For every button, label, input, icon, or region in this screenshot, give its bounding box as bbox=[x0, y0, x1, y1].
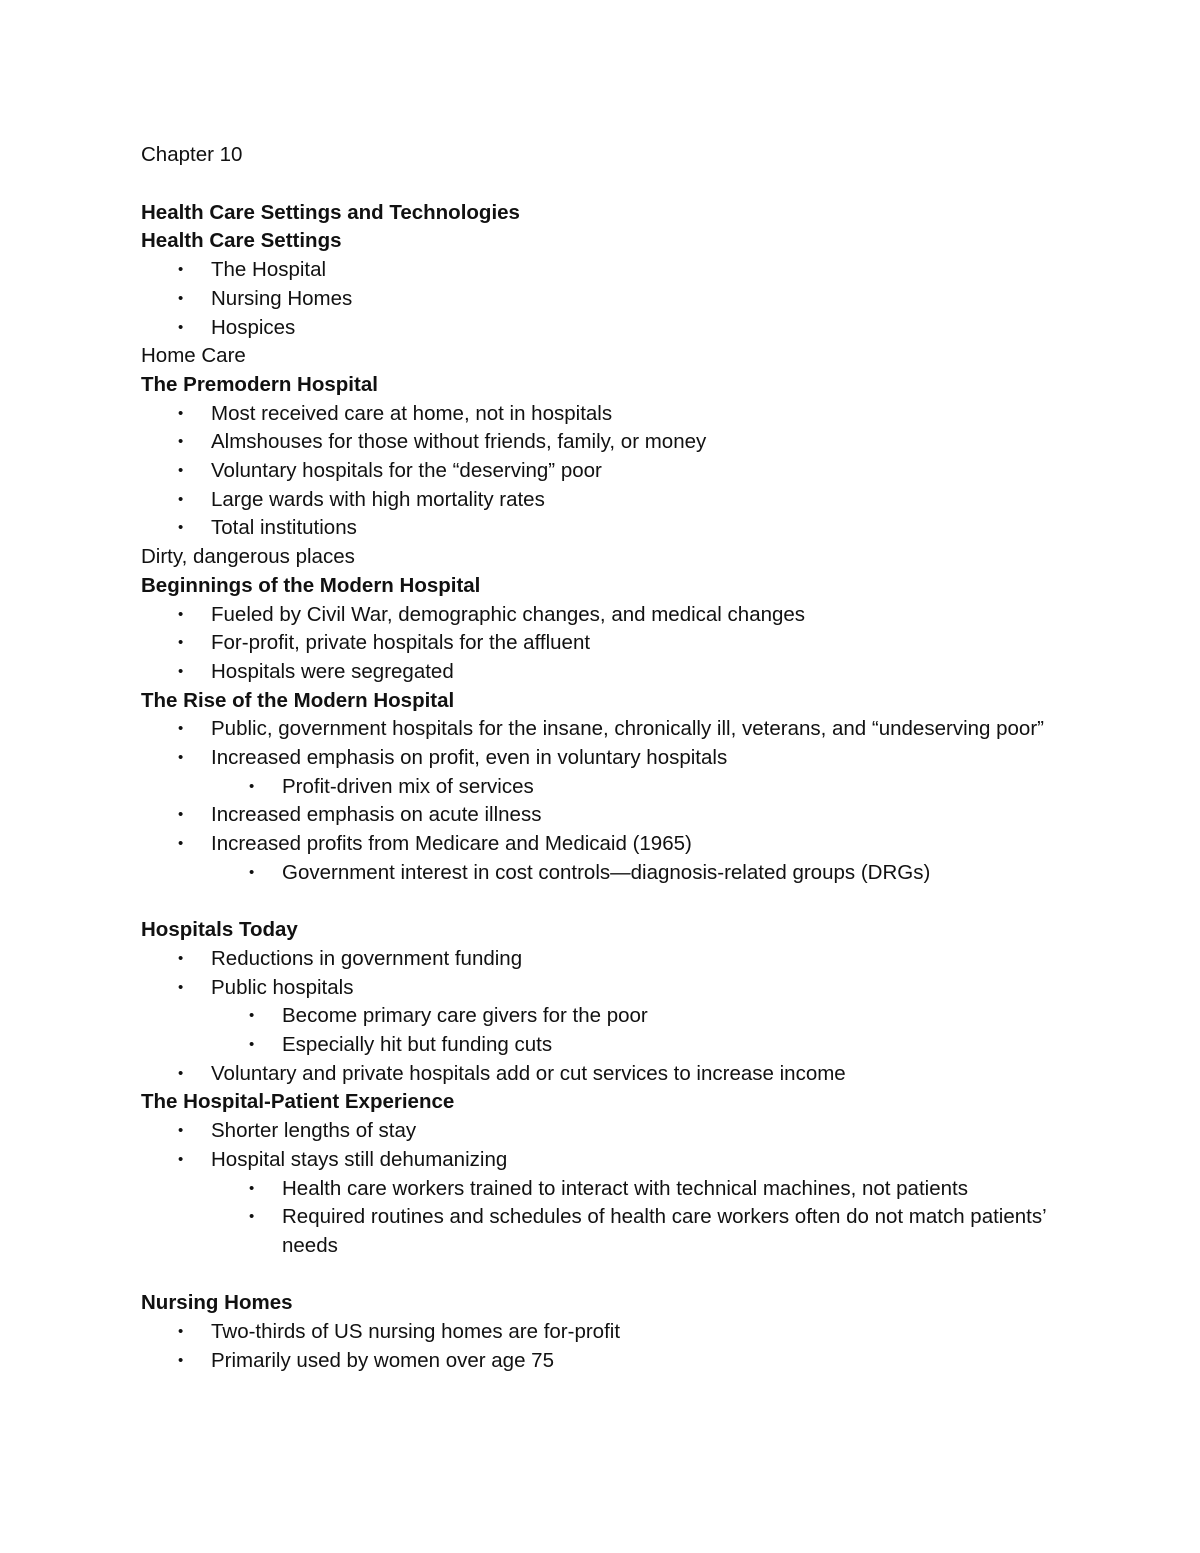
sub-list-item: • Profit-driven mix of services bbox=[141, 773, 1061, 802]
list-item: • Voluntary and private hospitals add or cut services to increase income bbox=[141, 1060, 1061, 1089]
bullet-icon: • bbox=[178, 433, 184, 451]
bullet-icon: • bbox=[249, 1208, 255, 1226]
bullet-icon: • bbox=[178, 634, 184, 652]
list-item: • Public hospitals bbox=[141, 974, 1061, 1003]
bullet-list-settings bbox=[141, 256, 1061, 342]
bullet-icon: • bbox=[249, 1036, 255, 1054]
blank-line bbox=[141, 1261, 1061, 1290]
section-heading-nursing: Nursing Homes bbox=[141, 1291, 293, 1315]
bullet-icon: • bbox=[178, 978, 184, 996]
section-heading-rise: The Rise of the Modern Hospital bbox=[141, 688, 455, 712]
bullet-list-today bbox=[141, 945, 1061, 1002]
list-item: • Voluntary hospitals for the “deserving” poor bbox=[141, 457, 1061, 486]
bullet-list-rise-continued bbox=[141, 801, 1061, 858]
sub-list-item: • Required routines and schedules of health care workers often do not match patients’ needs bbox=[249, 1205, 1046, 1257]
bullet-list-today-continued bbox=[141, 1060, 1061, 1089]
list-item: • Nursing Homes bbox=[141, 285, 1061, 314]
bullet-list-experience bbox=[141, 1117, 1061, 1174]
bullet-icon: • bbox=[178, 1122, 184, 1140]
list-item: • Fueled by Civil War, demographic changes, and medical changes bbox=[141, 601, 1061, 630]
list-item: • Hospitals were segregated bbox=[141, 658, 1061, 687]
bullet-icon: • bbox=[178, 462, 184, 480]
bullet-icon: • bbox=[178, 519, 184, 537]
list-item: • Almshouses for those without friends, family, or money bbox=[141, 428, 1061, 457]
bullet-icon: • bbox=[178, 490, 184, 508]
list-item: • Two-thirds of US nursing homes are for-profit bbox=[141, 1318, 1061, 1347]
sub-list-item: • Become primary care givers for the poor bbox=[141, 1002, 1061, 1031]
blank-line bbox=[141, 888, 1061, 917]
list-item: • Increased emphasis on profit, even in voluntary hospitals bbox=[141, 744, 1061, 773]
list-item: • The Hospital bbox=[141, 256, 1061, 285]
bullet-icon: • bbox=[178, 1150, 184, 1168]
chapter-label: Chapter 10 bbox=[141, 143, 243, 166]
list-item: • Shorter lengths of stay bbox=[141, 1117, 1061, 1146]
bullet-icon: • bbox=[178, 318, 184, 336]
bullet-icon: • bbox=[249, 863, 255, 881]
bullet-icon: • bbox=[178, 720, 184, 738]
sub-list-public bbox=[141, 1002, 1061, 1059]
list-item: • For-profit, private hospitals for the affluent bbox=[141, 629, 1061, 658]
bullet-icon: • bbox=[249, 1007, 255, 1025]
list-item: • Hospital stays still dehumanizing bbox=[141, 1146, 1061, 1175]
bullet-list-beginnings bbox=[141, 601, 1061, 687]
bullet-icon: • bbox=[178, 289, 184, 307]
sub-list-stays bbox=[141, 1175, 1061, 1261]
list-item: • Most received care at home, not in hospitals bbox=[141, 400, 1061, 429]
bullet-icon: • bbox=[178, 749, 184, 767]
section-heading-experience: The Hospital-Patient Experience bbox=[141, 1090, 455, 1114]
sub-list-medicare bbox=[141, 859, 1061, 888]
bullet-icon: • bbox=[178, 806, 184, 824]
document-title: Health Care Settings and Technologies bbox=[141, 200, 520, 224]
list-item: • Total institutions bbox=[141, 514, 1061, 543]
list-item: • Hospices bbox=[141, 314, 1061, 343]
bullet-list-premodern bbox=[141, 400, 1061, 544]
list-item: • Increased profits from Medicare and Medicaid (1965) bbox=[141, 830, 1061, 859]
bullet-icon: • bbox=[178, 261, 184, 279]
bullet-list-nursing bbox=[141, 1318, 1061, 1375]
list-item: • Reductions in government funding bbox=[141, 945, 1061, 974]
plain-line-home-care: Home Care bbox=[141, 344, 246, 368]
bullet-icon: • bbox=[178, 1351, 184, 1369]
sub-list-item: • Health care workers trained to interact with technical machines, not patients bbox=[141, 1175, 1061, 1204]
bullet-icon: • bbox=[178, 605, 184, 623]
list-item: • Increased emphasis on acute illness bbox=[141, 801, 1061, 830]
bullet-icon: • bbox=[249, 777, 255, 795]
sub-list-profit bbox=[141, 773, 1061, 802]
bullet-icon: • bbox=[178, 404, 184, 422]
bullet-icon: • bbox=[178, 949, 184, 967]
sub-list-item: • Especially hit but funding cuts bbox=[141, 1031, 1061, 1060]
section-heading-beginnings: Beginnings of the Modern Hospital bbox=[141, 573, 481, 597]
section-heading-settings: Health Care Settings bbox=[141, 229, 342, 253]
bullet-icon: • bbox=[178, 662, 184, 680]
bullet-icon: • bbox=[178, 1064, 184, 1082]
list-item: • Public, government hospitals for the insane, chronically ill, veterans, and “undeserving poor” bbox=[141, 715, 1061, 744]
document-body bbox=[141, 141, 1061, 1376]
bullet-list-rise bbox=[141, 715, 1061, 772]
bullet-icon: • bbox=[249, 1179, 255, 1197]
list-item: • Large wards with high mortality rates bbox=[141, 486, 1061, 515]
section-heading-premodern: The Premodern Hospital bbox=[141, 372, 378, 396]
bullet-icon: • bbox=[178, 1323, 184, 1341]
plain-line-dirty-places: Dirty, dangerous places bbox=[141, 545, 355, 569]
bullet-icon: • bbox=[178, 835, 184, 853]
section-heading-today: Hospitals Today bbox=[141, 918, 298, 942]
sub-list-item: • Government interest in cost controls—diagnosis-related groups (DRGs) bbox=[141, 859, 1061, 888]
list-item: • Primarily used by women over age 75 bbox=[141, 1347, 1061, 1376]
